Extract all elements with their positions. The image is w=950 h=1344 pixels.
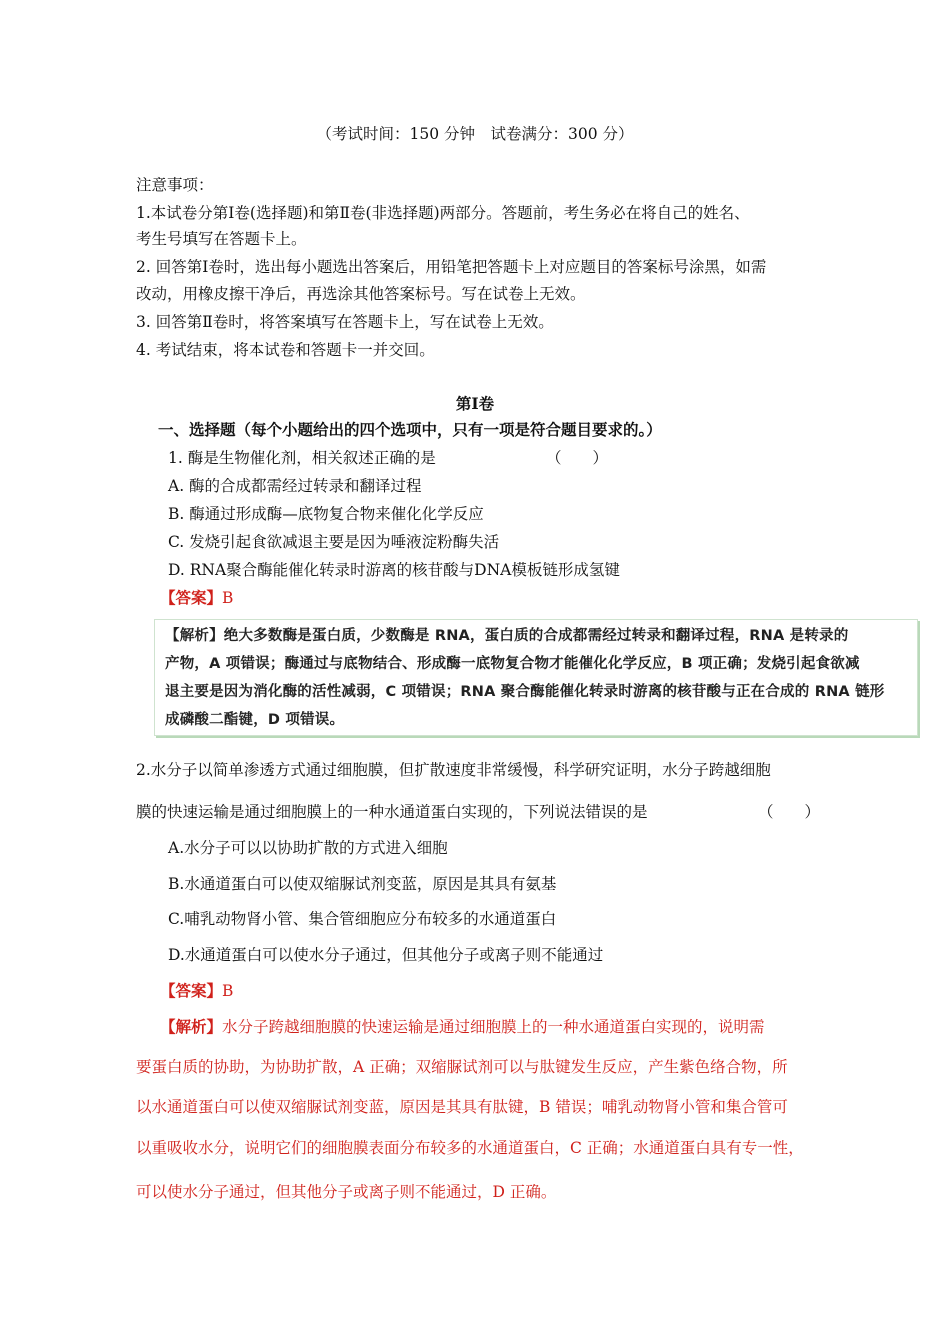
q2-analysis-line-4: 以重吸收水分，说明它们的细胞膜表面分布较多的水通道蛋白，C 正确；水通道蛋白具有专一性， [136,1139,804,1157]
q2-analysis-line-5: 可以使水分子通过，但其他分子或离子则不能通过，D 正确。 [136,1183,557,1201]
q1-option-a: A. 酶的合成都需经过转录和翻译过程 [168,477,422,495]
notice-item-1: 1.本试卷分第Ⅰ卷(选择题)和第Ⅱ卷(非选择题)两部分。答题前，考生务必在将自己的姓名、 [136,204,750,222]
notice-title: 注意事项： [136,176,214,194]
q1-analysis-box [154,619,918,736]
q2-bracket: （ ） [758,803,821,821]
q1-answer-value: B [222,589,234,607]
q1-analysis-line-4: 成磷酸二酯键，D 项错误。 [165,712,345,728]
notice-item-3: 3. 回答第Ⅱ卷时，将答案填写在答题卡上，写在试卷上无效。 [136,313,554,331]
notice-item-4: 4. 考试结束，将本试卷和答题卡一并交回。 [136,341,435,359]
q1-answer [160,588,233,608]
q1-analysis-line-2: 产物，A 项错误；酶通过与底物结合、形成酶一底物复合物才能催化化学反应，B 项正确；发烧引起食欲减 [165,656,860,672]
q1-option-d: D. RNA聚合酶能催化转录时游离的核苷酸与DNA模板链形成氢键 [168,561,620,579]
q2-analysis-line-2: 要蛋白质的协助，为协助扩散，A 正确；双缩脲试剂可以与肽键发生反应，产生紫色络合物，所 [136,1058,788,1076]
q1-analysis-line-1: 【解析】绝大多数酶是蛋白质，少数酶是 RNA，蛋白质的合成都需经过转录和翻译过程，RNA 是转录的 [165,628,849,644]
q1-stem: 1. 酶是生物催化剂，相关叙述正确的是 [168,449,436,467]
q2-option-a: A.水分子可以以协助扩散的方式进入细胞 [168,839,448,857]
q2-answer-value: B [222,982,234,1000]
q2-stem-line-2: 膜的快速运输是通过细胞膜上的一种水通道蛋白实现的，下列说法错误的是 [136,803,648,821]
exam-info: （考试时间：150 分钟 试卷满分：300 分） [316,125,634,143]
section-heading: 一、选择题（每个小题给出的四个选项中，只有一项是符合题目要求的。） [158,420,662,439]
q1-option-c: C. 发烧引起食欲减退主要是因为唾液淀粉酶失活 [168,533,500,551]
q2-answer [160,981,233,1001]
notice-item-1-cont: 考生号填写在答题卡上。 [136,230,307,248]
q1-answer-label: 【答案】 [160,588,223,607]
notice-item-2: 2. 回答第Ⅰ卷时，选出每小题选出答案后，用铅笔把答题卡上对应题目的答案标号涂黑，如需 [136,258,767,276]
q2-stem-line-1: 2.水分子以简单渗透方式通过细胞膜，但扩散速度非常缓慢，科学研究证明，水分子跨越细胞 [136,761,771,779]
q1-bracket: （ ） [546,449,609,467]
q1-analysis-line-3: 退主要是因为消化酶的活性减弱，C 项错误；RNA 聚合酶能催化转录时游离的核苷酸与正在合成的 RNA 链形 [165,684,885,700]
q2-analysis-text-1: 水分子跨越细胞膜的快速运输是通过细胞膜上的一种水通道蛋白实现的，说明需 [222,1018,765,1036]
q2-option-c: C.哺乳动物肾小管、集合管细胞应分布较多的水通道蛋白 [168,910,557,928]
q2-analysis-label: 【解析】 [160,1017,223,1036]
q2-analysis-line-3: 以水通道蛋白可以使双缩脲试剂变蓝，原因是其具有肽键，B 错误；哺乳动物肾小管和集合管可 [136,1098,788,1116]
notice-item-2-cont: 改动，用橡皮擦干净后，再选涂其他答案标号。写在试卷上无效。 [136,285,586,303]
q2-analysis-line-1 [160,1017,765,1037]
q1-option-b: B. 酶通过形成酶—底物复合物来催化化学反应 [168,505,484,523]
q2-option-d: D.水通道蛋白可以使水分子通过，但其他分子或离子则不能通过 [168,946,604,964]
q2-answer-label: 【答案】 [160,981,223,1000]
q2-option-b: B.水通道蛋白可以使双缩脲试剂变蓝，原因是其具有氨基 [168,875,557,893]
volume-title: 第Ⅰ卷 [455,394,495,413]
